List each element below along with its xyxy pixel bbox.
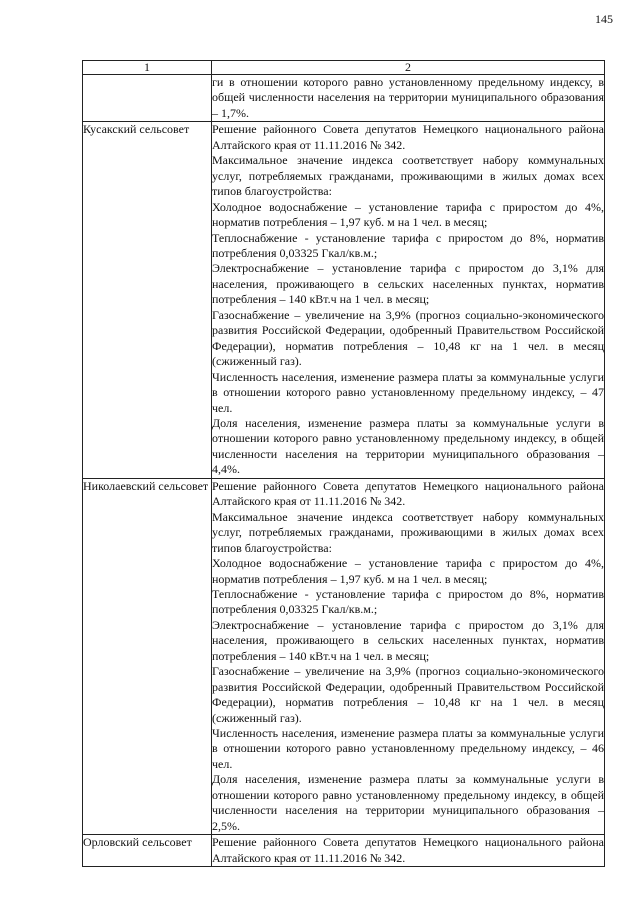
settlement-name: Николаевский сельсовет — [83, 478, 212, 834]
column-header-1: 1 — [83, 61, 212, 75]
page-number: 145 — [595, 12, 613, 26]
row-description — [212, 835, 605, 867]
paragraph: ги в отношении которого равно установленному предельному индексу, в общей численности населения на территории муниципального образования – 1,7%. — [212, 75, 604, 120]
paragraph: Решение районного Совета депутатов Немецкого национального района Алтайского края от 11.11.2016 № 342. — [212, 835, 604, 865]
table-row — [83, 478, 605, 834]
paragraph: Теплоснабжение - установление тарифа с приростом до 8%, норматив потребления 0,03325 Гкал/кв.м.; — [212, 586, 604, 617]
paragraph: Доля населения, изменение размера платы за коммунальные услуги в отношении которого равно установленному предельному индексу, в общей численности населения на территории муниципального образования – 4,4%. — [212, 415, 604, 477]
row-description — [212, 75, 605, 122]
paragraph: Теплоснабжение - установление тарифа с приростом до 8%, норматив потребления 0,03325 Гкал/кв.м.; — [212, 230, 604, 260]
settlement-name: Орловский сельсовет — [83, 835, 212, 867]
paragraph: Решение районного Совета депутатов Немецкого национального района Алтайского края от 11.11.2016 № 342. — [212, 478, 604, 509]
row-description — [212, 478, 605, 834]
paragraph: Численность населения, изменение размера платы за коммунальные услуги в отношении которого равно установленному предельному индексу, – 46 чел. — [212, 726, 604, 771]
table-row — [83, 835, 605, 867]
paragraph: Электроснабжение – установление тарифа с приростом до 3,1% для населения, проживающего в сельских населенных пунктах, норматив потребления – 140 кВт.ч на 1 чел. в месяц; — [212, 617, 604, 663]
paragraph: Решение районного Совета депутатов Немецкого национального района Алтайского края от 11.11.2016 № 342. — [212, 122, 604, 152]
paragraph: Холодное водоснабжение – установление тарифа с приростом до 4%, норматив потребления – 1,97 куб. м на 1 чел. в месяц; — [212, 556, 604, 586]
paragraph: Максимальное значение индекса соответствует набору коммунальных услуг, потребляемых гражданами, проживающими в жилых домах всех типов благоустройства: — [212, 509, 604, 555]
row-description — [212, 122, 605, 478]
paragraph: Электроснабжение – установление тарифа с приростом до 3,1% для населения, проживающего в сельских населенных пунктах, норматив потребления – 140 кВт.ч на 1 чел. в месяц; — [212, 261, 604, 307]
municipal-table — [82, 60, 605, 867]
table-row — [83, 122, 605, 478]
paragraph: Газоснабжение – увеличение на 3,9% (прогноз социально-экономического развития Российской Федерации, одобренный Правительством Российской Федерации), норматив потребления – 10,48 кг на 1 чел. в месяц (сжиженный газ). — [212, 664, 604, 725]
table-row — [83, 75, 605, 122]
paragraph: Доля населения, изменение размера платы за коммунальные услуги в отношении которого равно установленному предельному индексу, в общей численности населения на территории муниципального образования – 2,5%. — [212, 772, 604, 833]
column-header-2: 2 — [212, 61, 605, 75]
header-row — [83, 61, 605, 75]
paragraph: Численность населения, изменение размера платы за коммунальные услуги в отношении которого равно установленному предельному индексу, – 47 чел. — [212, 369, 604, 415]
paragraph: Максимальное значение индекса соответствует набору коммунальных услуг, потребляемых гражданами, проживающими в жилых домах всех типов благоустройства: — [212, 153, 604, 199]
settlement-name: Кусакский сельсовет — [83, 122, 212, 478]
paragraph: Холодное водоснабжение – установление тарифа с приростом до 4%, норматив потребления – 1,97 куб. м на 1 чел. в месяц; — [212, 199, 604, 230]
settlement-name — [83, 75, 212, 122]
paragraph: Газоснабжение – увеличение на 3,9% (прогноз социально-экономического развития Российской Федерации, одобренный Правительством Российской Федерации), норматив потребления – 10,48 кг на 1 чел. в месяц (сжиженный газ). — [212, 307, 604, 369]
